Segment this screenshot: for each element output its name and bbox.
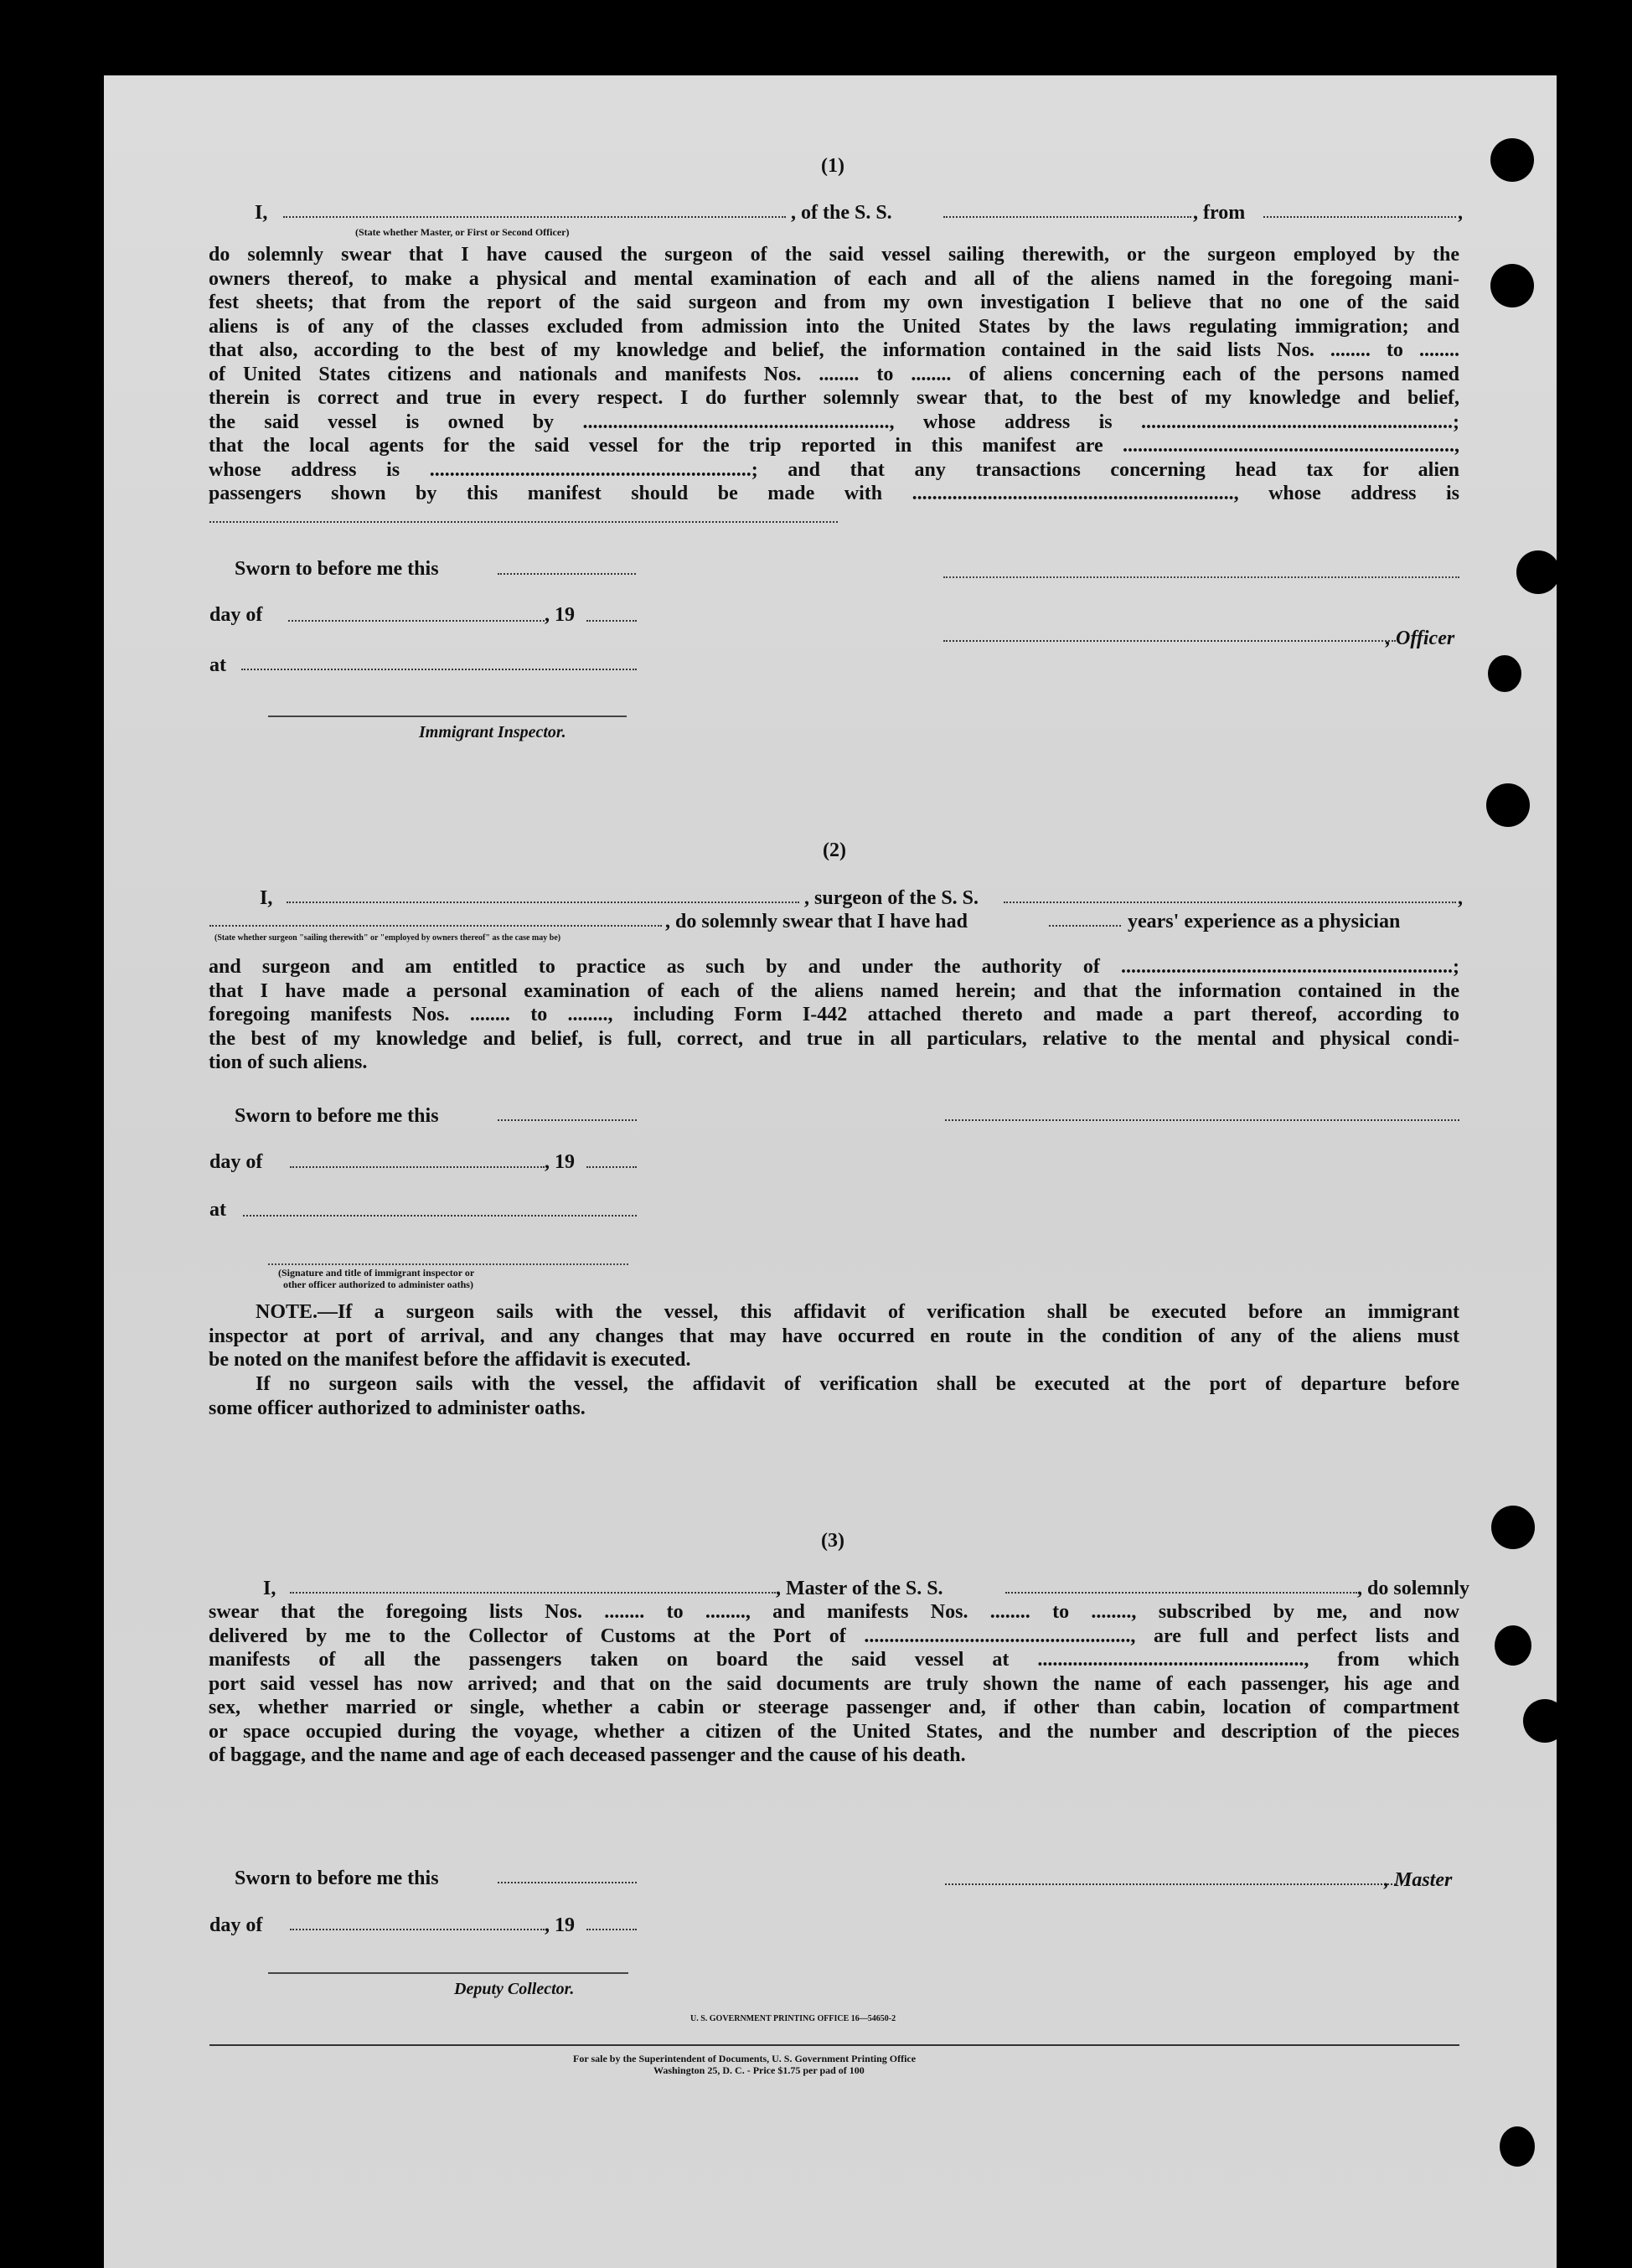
paragraph-line: sex, whether married or single, whether a cabin or steerage passenger and, if other than cabin, location of compartment [209,1697,1459,1718]
paragraph-line: of baggage, and the name and age of each deceased passenger and the cause of his death. [209,1744,966,1766]
year-label-3: , 19 [545,1914,575,1936]
section-2-years: years' experience as a physician [1128,911,1401,933]
section-3-i: I, [263,1578,276,1599]
paragraph-line: manifests of all the passengers taken on board the said vessel at ....................................................., from which [209,1649,1459,1671]
section-3-master-ss: , Master of the S. S. [776,1578,943,1599]
inspector-signature-line [268,716,627,717]
section-1-paragraph [209,243,1459,506]
paragraph-line: that also, according to the best of my knowledge and belief, the information contained in the said lists Nos. ........ to ........ [209,339,1459,361]
day-of-label-1: day of [209,604,263,626]
paragraph-line: that I have made a personal examination of each of the aliens named herein; and that the information contained in the [209,979,1459,1002]
day-of-label-2: day of [209,1151,263,1173]
collector-signature-line [268,1972,628,1974]
officer-signature-line [943,576,1459,578]
officer-note: (State whether Master, or First or Second Officer) [355,226,570,238]
paragraph-line: foregoing manifests Nos. ........ to ........, including Form I-442 attached thereto and made a part thereof, according to [209,1004,1459,1026]
section-1-from: , from [1193,202,1246,224]
vessel-name-blank-3 [1005,1592,1357,1594]
section-3-number: (3) [821,1530,844,1552]
note-line: NOTE.—If a surgeon sails with the vessel, this affidavit of verification shall be executed before an immigrant [256,1301,1459,1323]
day-blank-3 [290,1929,545,1930]
punch-hole [1490,138,1534,182]
day-blank-1 [288,620,545,622]
section-1-i: I, [255,202,268,224]
sale-line-2: Washington 25, D. C. - Price $1.75 per pad of 100 [653,2064,865,2076]
master-name-blank-3 [290,1592,776,1594]
paragraph-line: the best of my knowledge and belief, is full, correct, and true in all particulars, relative to the mental and physical condi- [209,1027,1459,1050]
punch-hole [1516,550,1560,594]
paragraph-line: delivered by me to the Collector of Customs at the Port of ....................................................., are full and perfect lists and [209,1625,1459,1647]
vessel-name-blank [943,216,1191,218]
comma: , [1458,887,1463,909]
note-paragraph-2 [209,1372,1459,1420]
comma: , [1458,202,1463,224]
year-label-1: , 19 [545,604,575,626]
day-blank-2 [290,1166,545,1168]
section-2-surgeon-ss: , surgeon of the S. S. [804,887,979,909]
master-name-blank [283,216,786,218]
surgeon-status-blank [209,925,662,927]
punch-hole [1486,783,1530,827]
continuation-blank [209,521,838,523]
paragraph-line: fest sheets; that from the report of the said surgeon and from my own investigation I believe that no one of the said [209,292,1459,313]
section-2-number: (2) [823,840,846,861]
at-blank-1 [241,669,637,670]
paragraph-line: tion of such aliens. [209,1051,368,1073]
paragraph-line: whose address is ................................................................; and that any transactions concerning head tax for alien [209,458,1459,481]
note-paragraph-1 [209,1300,1459,1372]
sworn-label-2: Sworn to before me this [235,1105,439,1127]
paragraph-line: of United States citizens and nationals and manifests Nos. ........ to ........ of aliens concerning each of the persons named [209,363,1459,385]
paragraph-line: therein is correct and true in every respect. I do further solemnly swear that, to the best of my knowledge and belief, [209,387,1459,409]
paragraph-line: do solemnly swear that I have caused the surgeon of the said vessel sailing therewith, or the surgeon employed by the [209,244,1459,266]
note-line: be noted on the manifest before the affidavit is executed. [209,1349,691,1371]
sworn-blank-3 [498,1882,637,1883]
section-1-number: (1) [821,155,844,177]
note-line: inspector at port of arrival, and any changes that may have occurred en route in the condition of any of the aliens must [209,1325,1459,1347]
year-blank-1 [586,620,637,622]
surgeon-note: (State whether surgeon "sailing therewith" or "employed by owners thereof" as the case may be) [214,933,561,943]
paragraph-line: owners thereof, to make a physical and mental examination of each and all of the aliens named in the foregoing mani- [209,267,1459,290]
signature-note-1: (Signature and title of immigrant inspector or [278,1267,475,1279]
year-blank-2 [586,1166,637,1168]
master-signature-line [945,1883,1396,1885]
sworn-label-3: Sworn to before me this [235,1868,439,1889]
years-blank [1049,925,1121,927]
at-label-2: at [209,1199,226,1221]
surgeon-signature-line [945,1119,1459,1121]
surgeon-name-blank [287,902,799,903]
punch-hole [1495,1625,1531,1666]
section-2-i: I, [260,887,273,909]
signature-note-2: other officer authorized to administer oaths) [283,1279,473,1290]
note-line: If no surgeon sails with the vessel, the affidavit of verification shall be executed at the port of departure before [256,1373,1459,1395]
sworn-blank-1 [498,573,636,575]
form-page [104,75,1557,2268]
vessel-name-blank-2 [1004,902,1456,903]
paragraph-line: swear that the foregoing lists Nos. ........ to ........, and manifests Nos. ........ to ........, subscribed by me, and now [209,1601,1459,1623]
paragraph-line: the said vessel is owned by ............................................................., whose address is ..............................................................; [209,411,1459,433]
inspector-label: Immigrant Inspector. [419,723,566,741]
sworn-label-1: Sworn to before me this [235,558,439,580]
officer-label: , Officer [1386,628,1455,649]
punch-hole [1490,264,1534,307]
punch-hole [1523,1699,1567,1743]
paragraph-line: or space occupied during the voyage, whether a citizen of the United States, and the number and description of the pieces [209,1720,1459,1743]
year-label-2: , 19 [545,1151,575,1173]
paragraph-line: passengers shown by this manifest should be made with ................................................................, whose address is [209,483,1459,504]
paragraph-line: and surgeon and am entitled to practice as such by and under the authority of ..................................................................; [209,956,1459,978]
footer-rule [209,2044,1459,2046]
at-label-1: at [209,654,226,676]
section-3-solemnly: , do solemnly [1357,1578,1470,1599]
punch-hole [1491,1506,1535,1549]
year-blank-3 [586,1929,637,1930]
sworn-blank-2 [498,1119,637,1121]
collector-label: Deputy Collector. [454,1980,575,1998]
section-1-of-ss: , of the S. S. [791,202,892,224]
punch-hole [1488,655,1521,692]
section-2-swear: , do solemnly swear that I have had [665,911,968,933]
officer-title-line [943,640,1396,642]
section-3-paragraph [209,1600,1459,1768]
master-label: , Master [1384,1869,1453,1891]
paragraph-line: aliens is of any of the classes excluded from admission into the United States by the laws regulating immigration; and [209,315,1459,338]
day-of-label-3: day of [209,1914,263,1936]
note-line: some officer authorized to administer oaths. [209,1397,586,1419]
paragraph-line: port said vessel has now arrived; and that on the said documents are truly shown the name of each passenger, his age and [209,1672,1459,1695]
section-2-paragraph [209,955,1459,1075]
gpo-imprint: U. S. GOVERNMENT PRINTING OFFICE 16—54650-2 [690,2014,896,2023]
paragraph-line: that the local agents for the said vessel for the trip reported in this manifest are .................................................................., [209,435,1459,457]
from-port-blank [1263,216,1456,218]
at-blank-2 [243,1215,637,1217]
sale-line-1: For sale by the Superintendent of Documents, U. S. Government Printing Office [573,2053,917,2064]
inspector-signature-line-2 [268,1263,628,1265]
punch-hole [1500,2126,1535,2167]
